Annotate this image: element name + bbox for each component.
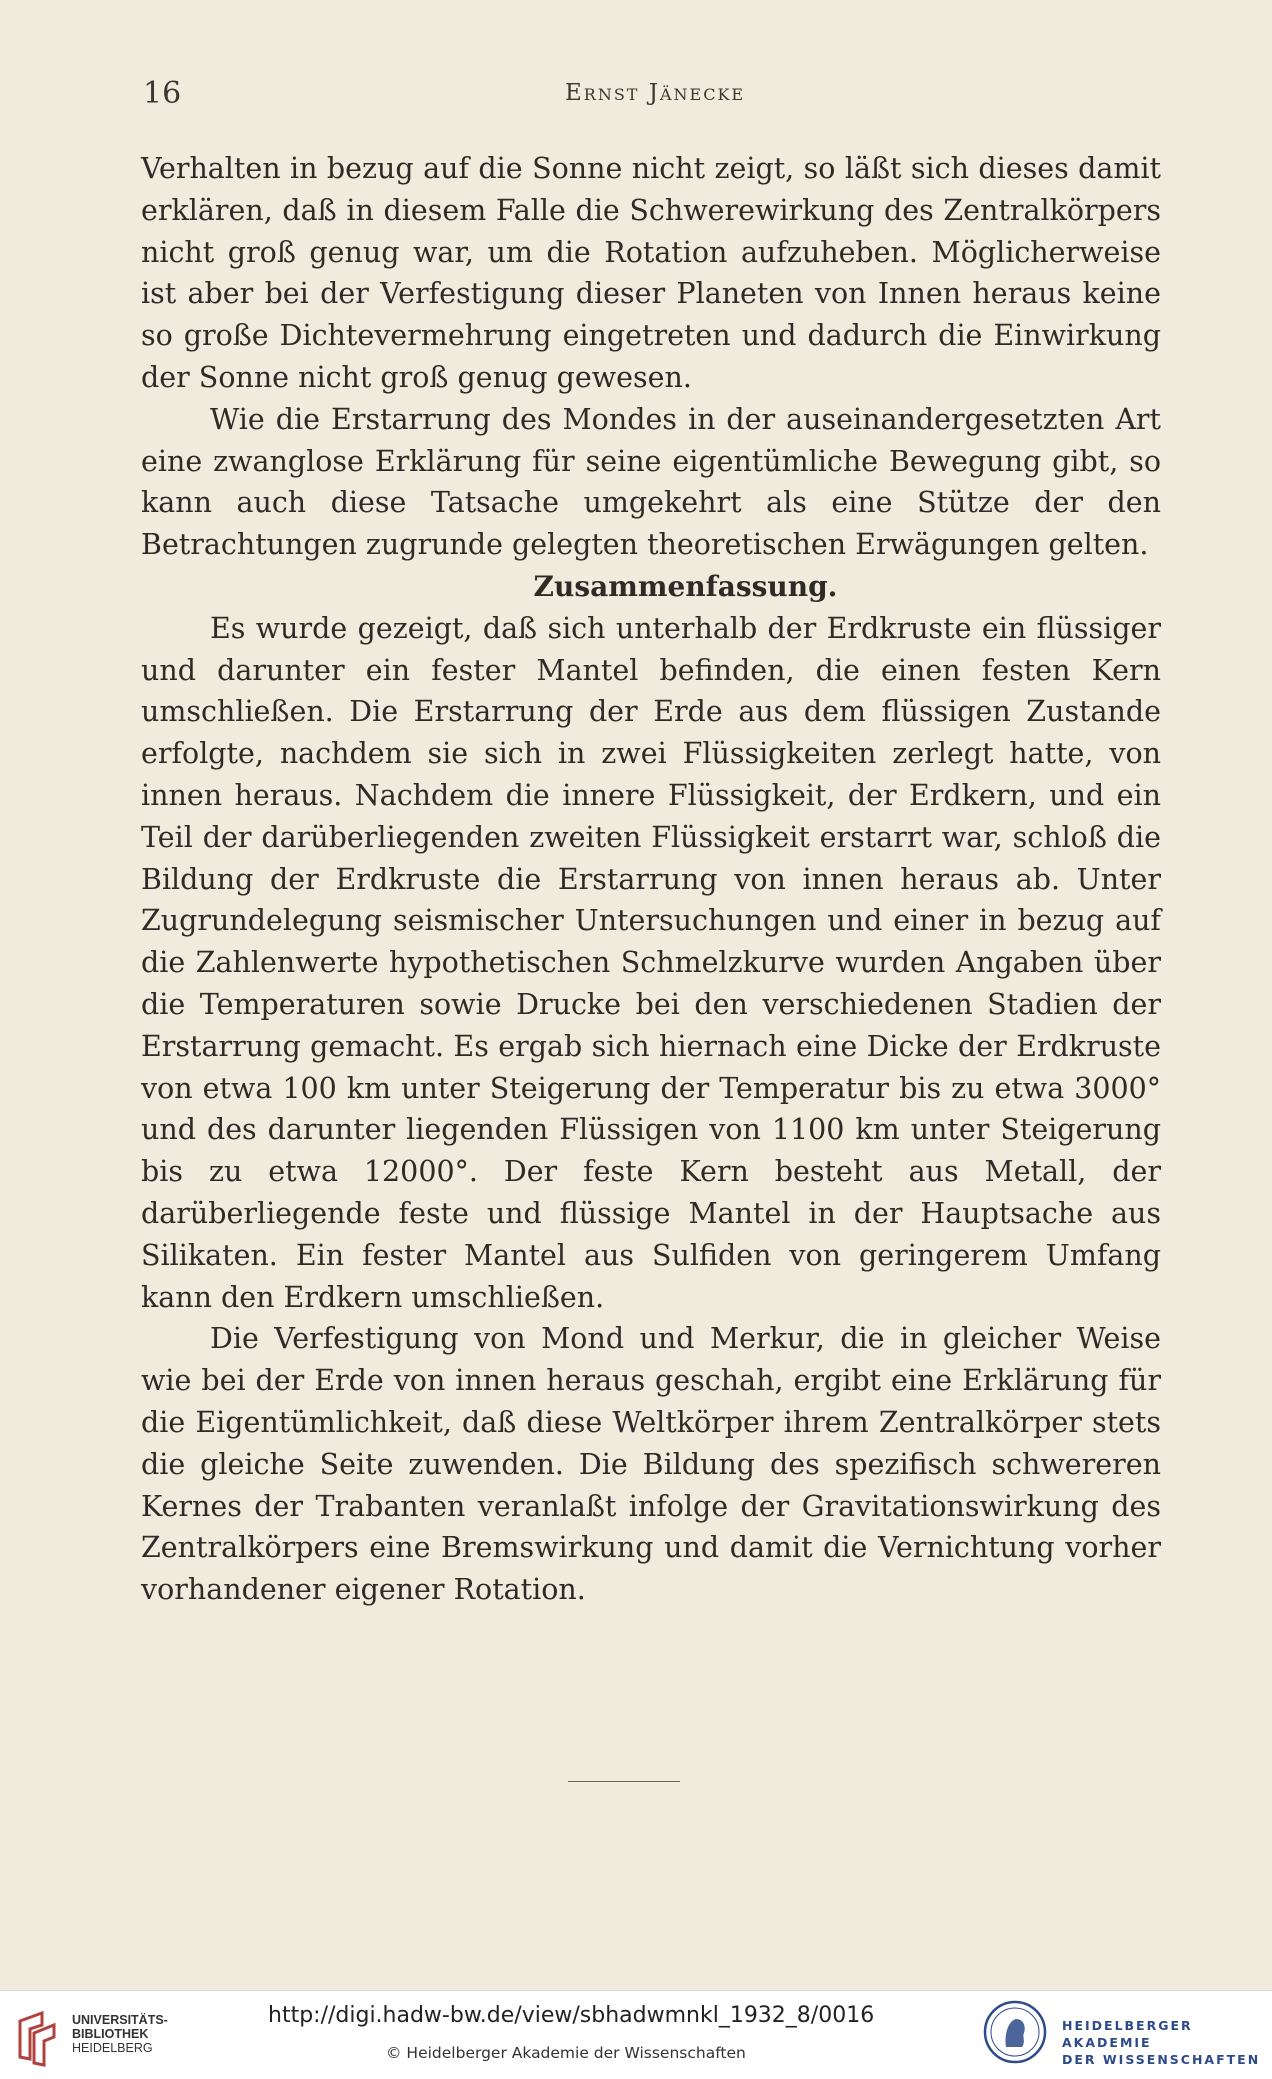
academy-name-line: DER WISSENSCHAFTEN [1062,2052,1261,2067]
library-name-line: UNIVERSITÄTS- [72,2013,168,2027]
academy-seal-icon [982,1999,1048,2065]
library-logo-icon [12,2007,62,2067]
body-text [141,148,1161,1611]
academy-name-line: HEIDELBERGER AKADEMIE [1062,2018,1193,2050]
paragraph: Wie die Erstarrung des Mondes in der auseinandergesetzten Art eine zwanglose Erklärung für seine eigentümliche Bewegung gibt, so kann auch diese Tatsache umgekehrt als eine Stütze der den Betrachtungen zugrunde gelegten theoretischen Erwägungen gelten. [141,402,1161,562]
library-name [72,2013,168,2055]
paragraph: Es wurde gezeigt, daß sich unterhalb der Erdkruste ein flüssiger und darunter ein fester Mantel befinden, die einen festen Kern umschließen. Die Erstarrung der Erde aus dem flüssigen Zustande erfolgte, nachdem sie sich in zwei Flüssigkeiten zerlegt hatte, von innen heraus. Nachdem die innere Flüssigkeit, der Erdkern, und ein Teil der darüberliegenden zweiten Flüssigkeit erstarrt war, schloß die Bildung der Erdkruste die Erstarrung von innen heraus ab. Unter Zugrundelegung seismischer Untersuchungen und einer in bezug auf die Zahlenwerte hypothetischen Schmelzkurve wurden Angaben über die Temperaturen sowie Drucke bei den verschiedenen Stadien der Erstarrung gemacht. Es ergab sich hiernach eine Dicke der Erdkruste von etwa 100 km unter Steigerung der Temperatur bis zu etwa 3000° und des darunter liegenden Flüssigen von 1100 km unter Steigerung bis zu etwa 12000°. Der feste Kern besteht aus Metall, der darüberliegende feste und flüssige Mantel in der Hauptsache aus Silikaten. Ein fester Mantel aus Sulfiden von geringerem Umfang kann den Erdkern umschließen. [141,611,1161,1314]
library-name-line: BIBLIOTHEK [72,2027,149,2041]
academy-name [1062,2017,1272,2068]
paragraph: Die Verfestigung von Mond und Merkur, die in gleicher Weise wie bei der Erde von innen heraus geschah, ergibt eine Erklärung für die Eigentümlichkeit, daß diese Weltkörper ihrem Zentralkörper stets die gleiche Seite zuwenden. Die Bildung des spezifisch schwereren Kernes der Trabanten veranlaßt infolge der Gravitationswirkung des Zentralkörpers eine Bremswirkung und damit die Vernichtung vorher vorhandener eigener Rotation. [141,1322,1161,1607]
running-head: Ernst Jänecke [565,80,746,106]
closing-rule [568,1781,680,1782]
copyright-notice: © Heidelberger Akademie der Wissenschaften [386,2044,746,2062]
library-name-line: HEIDELBERG [72,2041,153,2055]
viewer-footer [0,1990,1272,2079]
paragraph: Verhalten in bezug auf die Sonne nicht zeigt, so läßt sich dieses damit erklären, daß in diesem Falle die Schwerewirkung des Zentralkörpers nicht groß genug war, um die Rotation aufzuheben. Möglicherweise ist aber bei der Verfestigung dieser Planeten von Innen heraus keine so große Dichtevermehrung eingetreten und dadurch die Einwirkung der Sonne nicht groß genug gewesen. [141,152,1161,394]
permalink-url[interactable]: http://digi.hadw-bw.de/view/sbhadwmnkl_1932_8/0016 [268,2003,875,2028]
section-title: Zusammenfassung. [533,569,838,603]
page-number: 16 [143,76,182,111]
